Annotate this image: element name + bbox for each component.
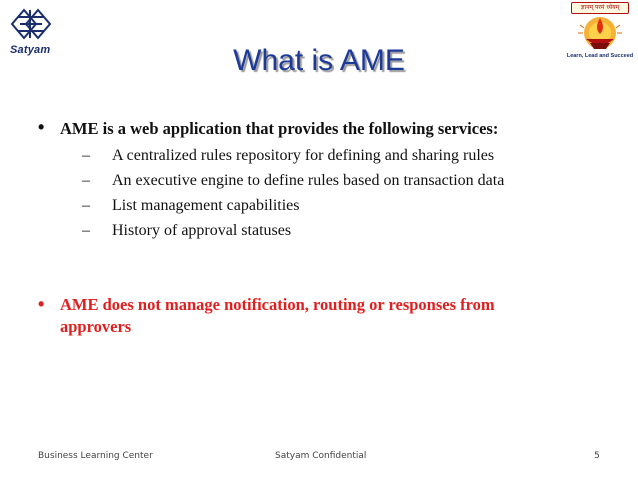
slide-title: What is AME <box>233 44 405 77</box>
emblem-banner: ज्ञानम् परमं ध्येयम् <box>571 2 629 14</box>
bullet-item-2 <box>38 294 550 338</box>
sub-bullet-item <box>78 193 618 218</box>
sub-bullet-text: A centralized rules repository for defining and sharing rules <box>112 147 495 164</box>
dash-glyph: – <box>82 222 90 239</box>
emblem-tagline: Learn, Lead and Succeed <box>566 53 634 59</box>
bullet-text-1: AME is a web application that provides the following services: <box>60 119 499 138</box>
dash-glyph: – <box>82 197 90 214</box>
sub-bullet-item <box>78 143 618 168</box>
bullet-glyph: • <box>38 294 45 314</box>
footer-left: Business Learning Center <box>38 451 153 461</box>
dash-glyph: – <box>82 172 90 189</box>
sub-bullet-text: List management capabilities <box>112 197 300 214</box>
satyam-lattice-icon <box>4 4 60 44</box>
bullet-list <box>38 118 618 338</box>
bullet-text-2: AME does not manage notification, routing or responses from approvers <box>60 295 495 336</box>
sub-bullet-text: An executive engine to define rules based on transaction data <box>112 172 505 189</box>
sub-bullet-text: History of approval statuses <box>112 222 292 239</box>
satyam-logo-word: Satyam <box>10 44 51 56</box>
dash-glyph: – <box>82 147 90 164</box>
sub-bullet-item <box>78 218 618 243</box>
page-number: 5 <box>594 451 600 461</box>
sub-bullet-list <box>60 143 618 243</box>
footer-center: Satyam Confidential <box>275 451 367 461</box>
bullet-item-1 <box>38 118 618 243</box>
sub-bullet-item <box>78 168 618 193</box>
bullet-glyph: • <box>38 117 45 137</box>
